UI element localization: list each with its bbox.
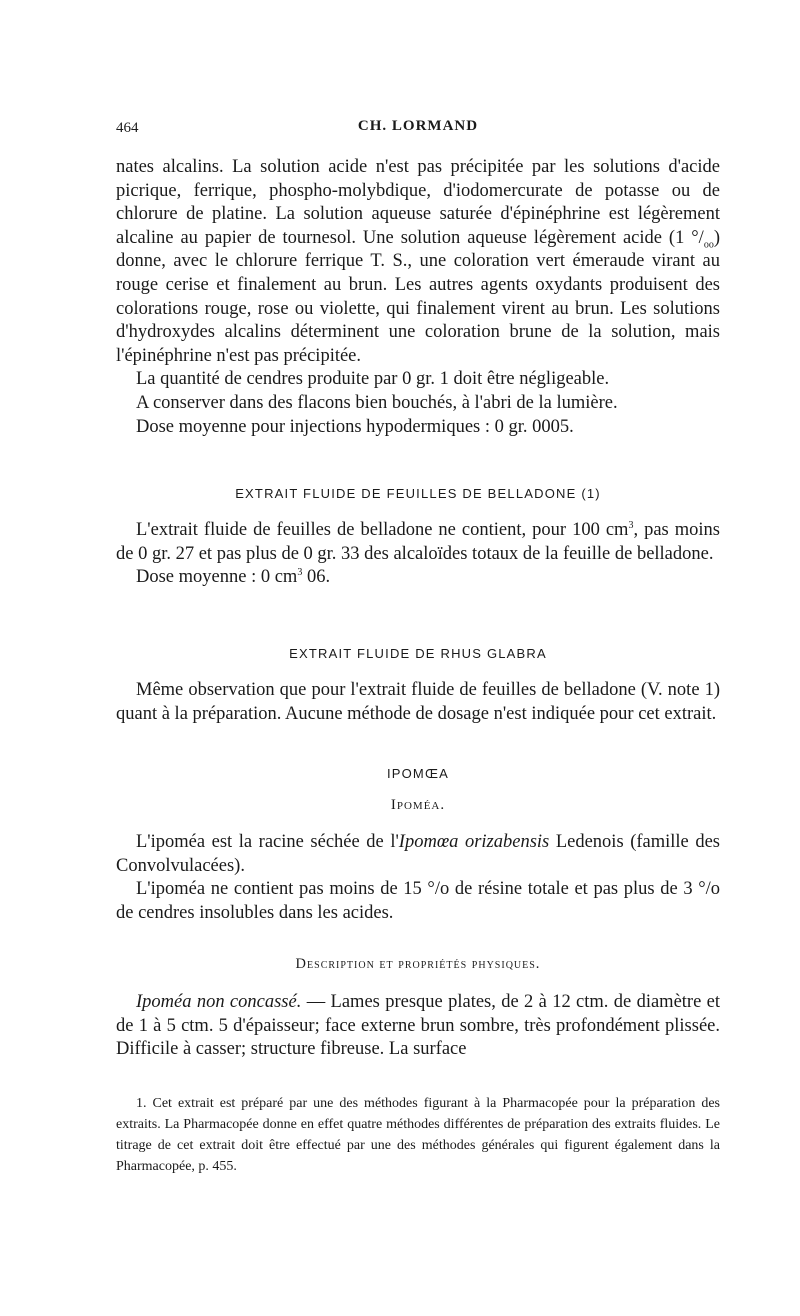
paragraph: Dose moyenne : 0 $cm^3$ 06. [136,567,331,588]
paragraph: Ipoméa non concassé. — Lames presque plates, de 2 à 12 ctm. de diamètre et de 1 à 5 ctm. 5 d'épaisseur; face externe brun sombre, très profondément plissée. Difficile à casser; structure fibreuse. La surface [116,992,720,1060]
page-number: 464 [116,120,139,136]
paragraph: nates alcalins. La solution acide n'est pas précipitée par les solutions d'acide picrique, ferrique, phospho-molybdique, d'iodomercurate de potasse ou de chlorure de platine. La solution aqueuse saturée d'épinéphrine est légèrement alcaline au papier de tournesol. Une solution aqueuse légèrement acide (1 $^\circ/_{oo}$) donne, avec le chlorure ferrique T. S., une coloration vert émeraude virant au rouge cerise et finalement au brun. Les autres agents oxydants produisent des colorations rouge, rose ou violette, qui finalement virent au brun. Les solutions d'hydroxydes alcalins déterminent une coloration brune de la solution, mais l'épinéphrine n'est pas précipitée. [116,157,720,366]
section-ipomoea-text [116,831,720,925]
heading-extrait-belladone: EXTRAIT FLUIDE DE FEUILLES DE BELLADONE (1) [235,486,601,501]
footnotes [116,1093,720,1177]
paragraph: Dose moyenne pour injections hypodermiques : 0 gr. 0005. [136,416,574,437]
heading-description: Description et propriétés physiques. [295,956,541,972]
paragraph: L'extrait fluide de feuilles de belladone ne contient, pour 100 $cm^3$, pas moins de 0 gr. 27 et pas plus de 0 gr. 33 des alcaloïdes totaux de la feuille de belladone. [116,519,720,564]
running-head-author: CH. LORMAND [357,118,479,134]
paragraph: La quantité de cendres produite par 0 gr. 1 doit être négligeable. [136,369,610,390]
paragraph: Même observation que pour l'extrait fluide de feuilles de belladone (V. note 1) quant à la préparation. Aucune méthode de dosage n'est indiquée pour cet extrait. [116,680,720,724]
heading-ipomoea: IPOMŒA [386,766,450,781]
running-head [116,118,720,142]
section-rhus-text [116,679,720,726]
section-epinephrine-text [116,156,720,439]
section-description-text [116,991,720,1062]
paragraph: L'ipoméa est la racine séchée de l'Ipomœa orizabensis Ledenois (famille des Convolvulacées). [116,832,720,876]
paragraph: L'ipoméa ne contient pas moins de 15 °/o de résine totale et pas plus de 3 °/o de cendres insolubles dans les acides. [116,879,720,923]
paragraph: A conserver dans des flacons bien bouchés, à l'abri de la lumière. [136,392,618,413]
subheading-ipomea: Ipoméa. [390,797,446,813]
section-belladone-text [116,519,720,590]
heading-extrait-rhus: EXTRAIT FLUIDE DE RHUS GLABRA [289,646,547,661]
footnote-1: 1. Cet extrait est préparé par une des méthodes figurant à la Pharmacopée pour la préparation des extraits. La Pharmacopée donne en effet quatre méthodes différentes de préparation des extraits fluides. Le titrage de cet extrait doit être effectué par une des méthodes générales qui figurent également dans la Pharmacopée, p. 455. [116,1096,720,1174]
footnote-reference: (1) [581,486,601,501]
